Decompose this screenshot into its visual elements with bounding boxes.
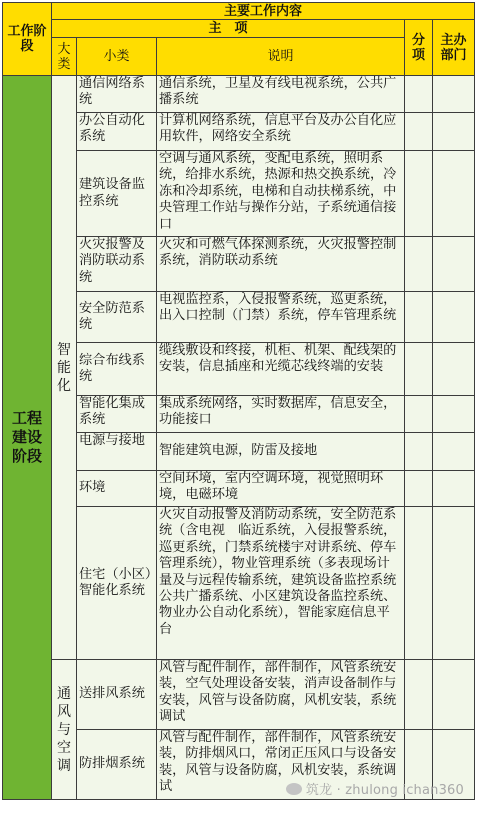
subcategory-cell: 防排烟系统 <box>77 730 157 800</box>
description-cell: 火灾自动报警及消防动系统，安全防范系统（含电视 临近系统，入侵报警系统，巡更系统，门禁系统楼宇对讲系统、停车管理系统），物业管理系统（多表现场计量及与远程传输系统，建筑设备监控系统公共广播系统、小区建筑设备监控系统、物业办公自动化系统），智能家庭信息平台 <box>157 507 405 660</box>
watermark <box>286 779 464 798</box>
subcategory-cell: 通信网络系统 <box>77 76 157 113</box>
sub-item-cell <box>405 113 433 151</box>
sub-item-cell <box>405 151 433 237</box>
description-cell: 火灾和可燃气体探测系统，火灾报警控制系统，消防联动系统 <box>157 237 405 292</box>
subcategory-cell: 办公自动化系统 <box>77 113 157 151</box>
header-dept: 主办部门 <box>433 20 475 76</box>
dept-cell <box>433 471 475 507</box>
sub-item-cell <box>405 433 433 471</box>
work-content-table <box>2 2 475 800</box>
description-cell: 风管与配件制作，部件制作，风管系统安装，空气处理设备安装，消声设备制作与安装，风管与设备防腐，风机安装，系统调试 <box>157 660 405 730</box>
sub-item-cell <box>405 237 433 292</box>
header-category: 大类 <box>52 38 77 76</box>
subcategory-cell: 建筑设备监控系统 <box>77 151 157 237</box>
header-description: 说明 <box>157 38 405 76</box>
watermark-text: 筑龙 · zhulong ichan360 <box>305 783 464 798</box>
dept-cell <box>433 237 475 292</box>
sub-item-cell <box>405 76 433 113</box>
stage-cell: 工程建设阶段 <box>3 76 52 800</box>
dept-cell <box>433 433 475 471</box>
sub-item-cell <box>405 292 433 343</box>
subcategory-cell: 电源与接地 <box>77 433 157 471</box>
dept-cell <box>433 507 475 660</box>
category-cell: 智能化 <box>52 76 77 660</box>
sub-item-cell <box>405 471 433 507</box>
dept-cell <box>433 151 475 237</box>
header-content: 主要工作内容 <box>52 3 475 20</box>
subcategory-cell: 环境 <box>77 471 157 507</box>
dept-cell <box>433 343 475 396</box>
dept-cell <box>433 76 475 113</box>
description-cell: 智能建筑电源，防雷及接地 <box>157 433 405 471</box>
subcategory-cell: 综合布线系统 <box>77 343 157 396</box>
description-cell: 空间环境，室内空调环境，视觉照明环境，电磁环境 <box>157 471 405 507</box>
subcategory-cell: 火灾报警及消防联动系统 <box>77 237 157 292</box>
subcategory-cell: 送排风系统 <box>77 660 157 730</box>
dept-cell <box>433 113 475 151</box>
dept-cell <box>433 396 475 433</box>
chat-bubble-icon <box>286 783 302 795</box>
description-cell: 空调与通风系统，变配电系统，照明系统，给排水系统，热源和热交换系统，冷冻和冷却系统，电梯和自动扶梯系统，中央管理工作站与操作分站，子系统通信接口 <box>157 151 405 237</box>
spreadsheet <box>0 2 480 816</box>
header-stage: 工作阶段 <box>3 3 52 76</box>
header-subcategory: 小类 <box>77 38 157 76</box>
category-cell: 通风与空调 <box>52 660 77 800</box>
sub-item-cell <box>405 507 433 660</box>
dept-cell <box>433 292 475 343</box>
header-sub-item: 分项 <box>405 20 433 76</box>
subcategory-cell: 住宅（小区）智能化系统 <box>77 507 157 660</box>
sub-item-cell <box>405 343 433 396</box>
description-cell: 计算机网络系统，信息平台及办公自化应用软件，网络安全系统 <box>157 113 405 151</box>
sub-item-cell <box>405 660 433 730</box>
description-cell: 电视监控系，入侵报警系统，巡更系统，出入口控制（门禁）系统，停车管理系统 <box>157 292 405 343</box>
sub-item-cell <box>405 396 433 433</box>
description-cell: 缆线敷设和终接，机柜、机架、配线架的安装，信息插座和光缆芯线终端的安装 <box>157 343 405 396</box>
description-cell: 通信系统，卫星及有线电视系统，公共广播系统 <box>157 76 405 113</box>
description-cell: 集成系统网络，实时数据库，信息安全，功能接口 <box>157 396 405 433</box>
description-cell: 风管与配件制作，部件制作，风管系统安装，防排烟风口，常闭正压风口与设备安装，风管与设备防腐，风机安装，系统调试 <box>157 730 405 800</box>
header-main-item: 主 项 <box>52 20 405 38</box>
subcategory-cell: 智能化集成系统 <box>77 396 157 433</box>
subcategory-cell: 安全防范系统 <box>77 292 157 343</box>
dept-cell <box>433 660 475 730</box>
